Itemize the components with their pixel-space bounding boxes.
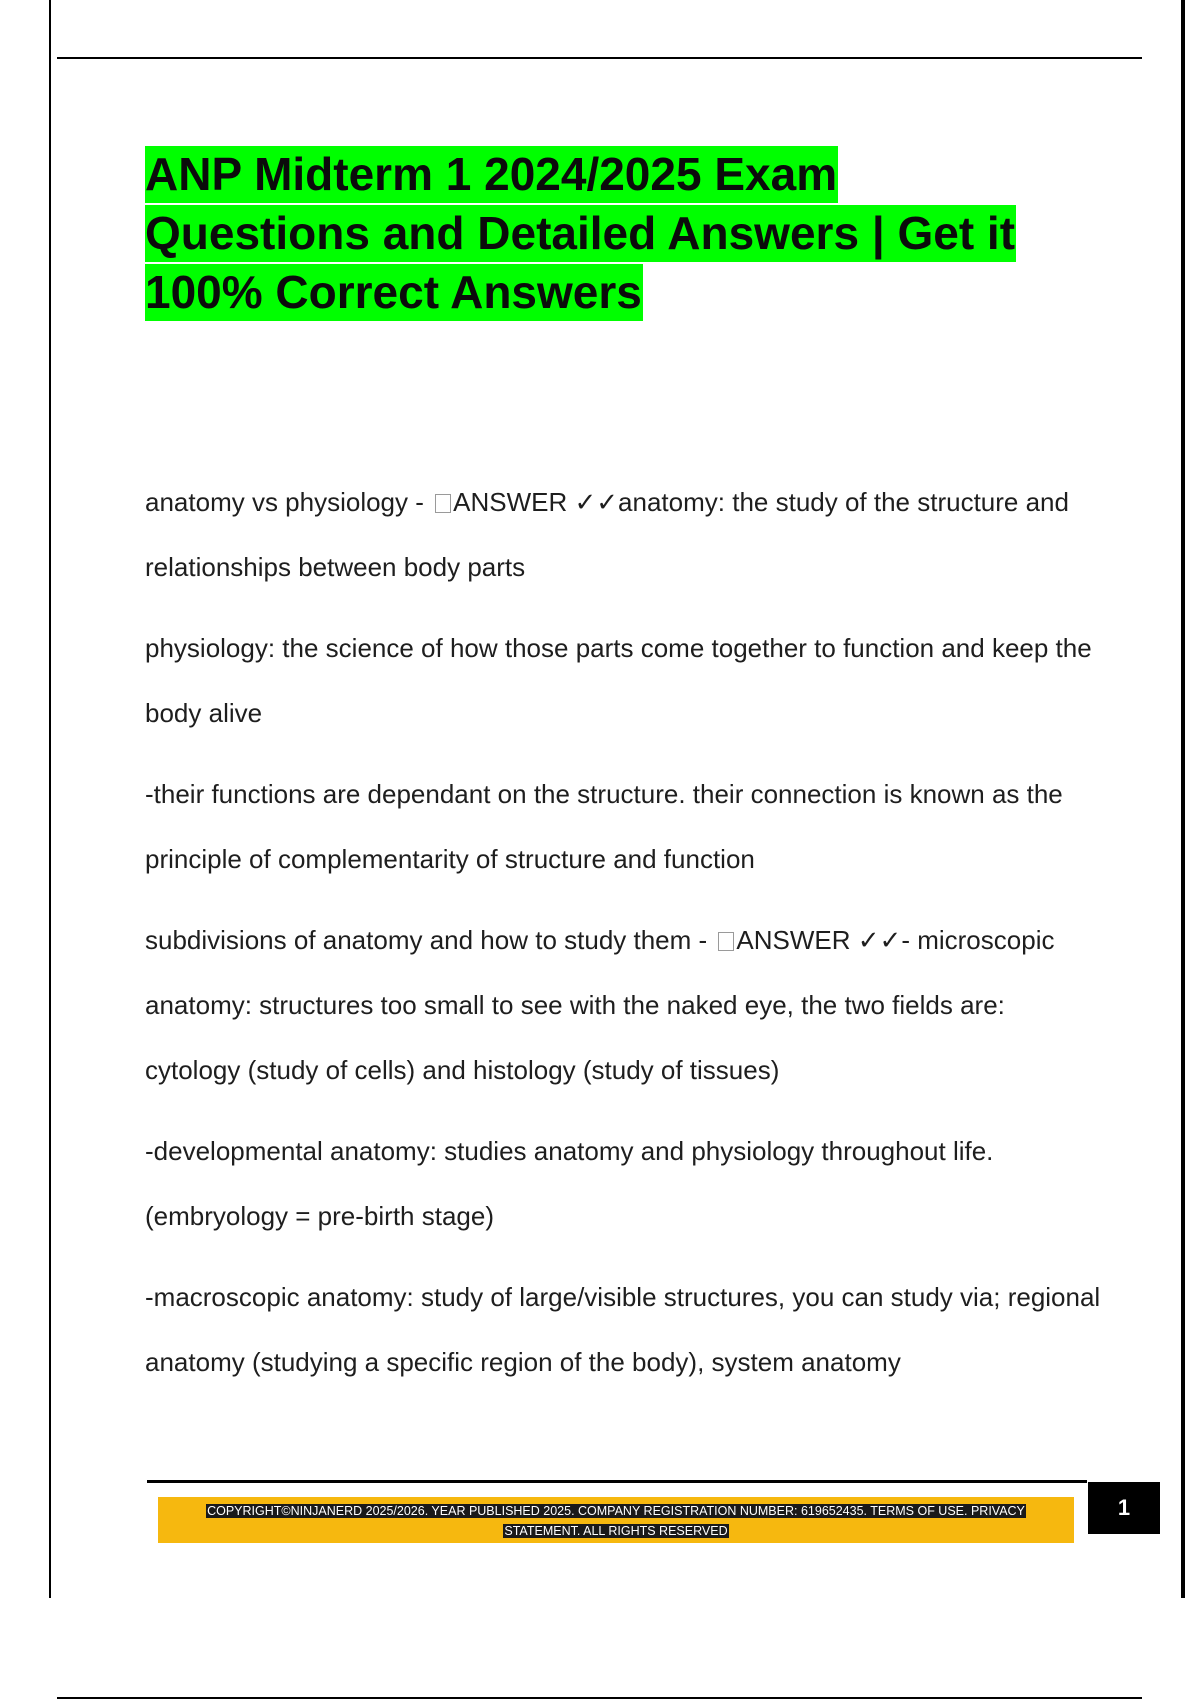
question-text: anatomy vs physiology - bbox=[145, 487, 432, 517]
qa-paragraph-2: physiology: the science of how those parts come together to function and keep the body alive bbox=[145, 633, 1092, 728]
question-text: subdivisions of anatomy and how to study them - bbox=[145, 925, 715, 955]
missing-glyph-box-icon bbox=[718, 932, 734, 951]
footer-line-1: COPYRIGHT©NINJANERD 2025/2026. YEAR PUBLISHED 2025. COMPANY REGISTRATION NUMBER: 619652435. TERMS OF USE. PRIVACY bbox=[207, 1504, 1025, 1518]
page-number: 1 bbox=[1088, 1482, 1160, 1534]
qa-paragraph-4 bbox=[145, 908, 1105, 1103]
title-line-3: 100% Correct Answers bbox=[145, 264, 643, 321]
page-border-left bbox=[49, 0, 51, 1598]
title-line-2: Questions and Detailed Answers | Get it bbox=[145, 205, 1016, 262]
qa-paragraph-1 bbox=[145, 470, 1105, 600]
document-title bbox=[145, 145, 1105, 322]
answer-text: ANSWER ✓✓- microscopic anatomy: structures too small to see with the naked eye, the two fields are: cytology (study of cells) and histology (study of tissues) bbox=[145, 925, 1055, 1085]
qa-paragraph-6: -macroscopic anatomy: study of large/visible structures, you can study via; regional anatomy (studying a specific region of the body), system anatomy bbox=[145, 1282, 1101, 1377]
qa-paragraph-3: -their functions are dependant on the structure. their connection is known as the principle of complementarity of structure and function bbox=[145, 779, 1063, 874]
qa-paragraph-5: -developmental anatomy: studies anatomy and physiology throughout life. (embryology = pre-birth stage) bbox=[145, 1136, 994, 1231]
footer-rule bbox=[147, 1480, 1087, 1483]
title-line-1: ANP Midterm 1 2024/2025 Exam bbox=[145, 146, 838, 203]
missing-glyph-box-icon bbox=[435, 494, 451, 513]
footer-copyright-text bbox=[170, 1501, 1062, 1541]
document-body bbox=[145, 470, 1105, 1411]
footer-line-2: STATEMENT. ALL RIGHTS RESERVED bbox=[504, 1524, 728, 1538]
page-border-right bbox=[1181, 0, 1185, 1598]
top-rule bbox=[57, 57, 1142, 59]
bottom-rule bbox=[57, 1697, 1142, 1699]
answer-text: ANSWER ✓✓anatomy: the study of the structure and relationships between body parts bbox=[145, 487, 1069, 582]
